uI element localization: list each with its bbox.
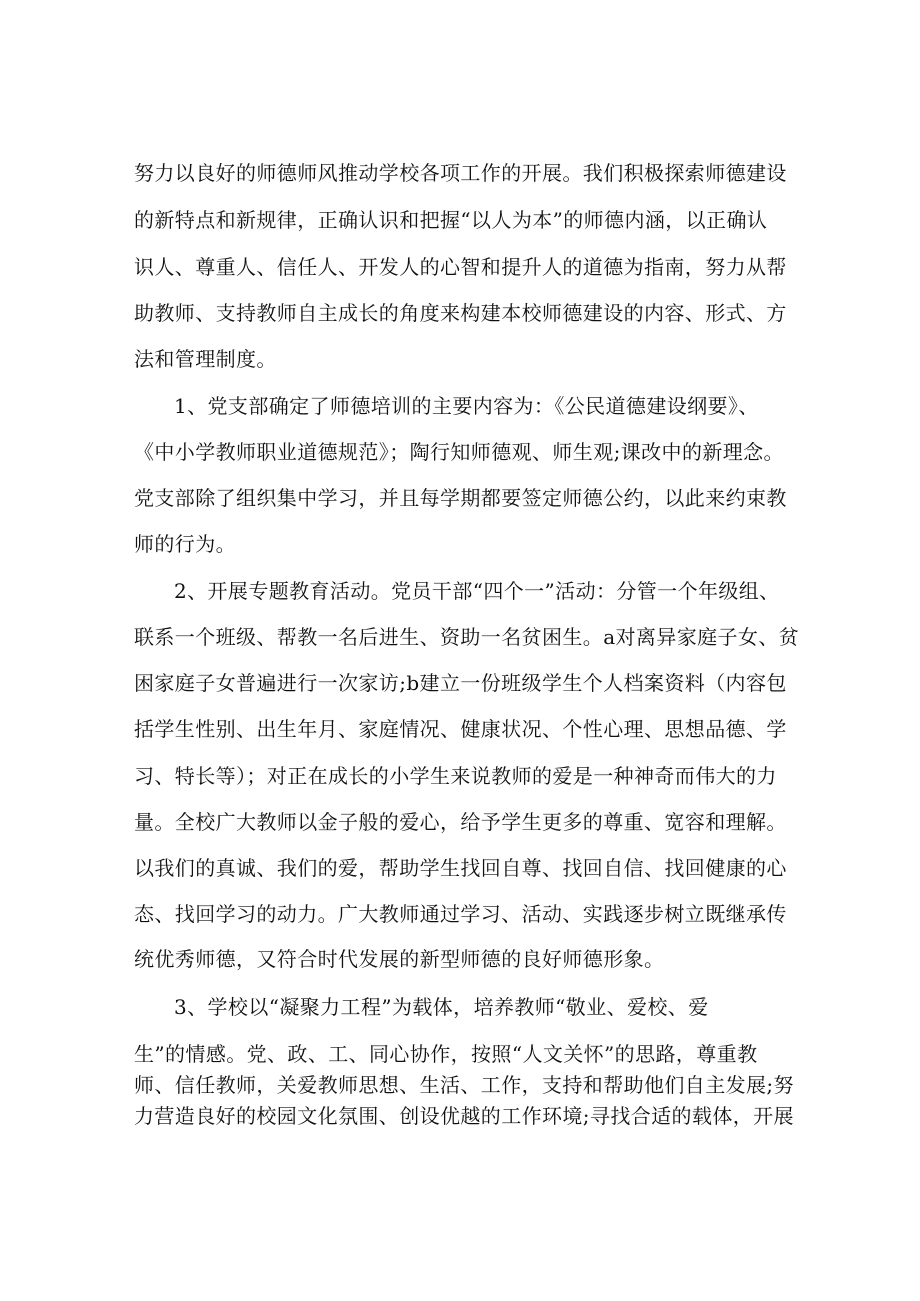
text-line: 统优秀师德，又符合时代发展的新型师德的良好师德形象。 <box>134 947 665 971</box>
text-line: 《中小学教师职业道德规范》；陶行知师德观、师生观;课改中的新理念。 <box>134 440 784 464</box>
text-line: 助教师、支持教师自主成长的角度来构建本校师德建设的内容、形式、方 <box>134 301 787 325</box>
text-line: 困家庭子女普遍进行一次家访;b建立一份班级学生个人档案资料（内容包 <box>134 671 787 695</box>
text-line: 识人、尊重人、信任人、开发人的心智和提升人的道德为指南，努力从帮 <box>134 255 787 279</box>
text-line: 习、特长等）；对正在成长的小学生来说教师的爱是一种神奇而伟大的力 <box>134 764 777 788</box>
text-line: 的新特点和新规律，正确认识和把握“以人为本”的师德内涵，以正确认 <box>134 208 768 232</box>
text-line: 态、找回学习的动力。广大教师通过学习、活动、实践逐步树立既继承传 <box>134 902 787 926</box>
text-line: 师的行为。 <box>134 532 236 556</box>
text-line: 1、党支部确定了师德培训的主要内容为：《公民道德建设纲要》、 <box>174 394 759 418</box>
text-line: 3、学校以“凝聚力工程”为载体，培养教师“敬业、爱校、爱 <box>174 995 709 1019</box>
text-line: 联系一个班级、帮教一名后进生、资助一名贫困生。a对离异家庭子女、贫 <box>134 625 800 649</box>
text-line: 括学生性别、出生年月、家庭情况、健康状况、个性心理、思想品德、学 <box>134 717 787 741</box>
text-line: 努力以良好的师德师风推动学校各项工作的开展。我们积极探索师德建设 <box>134 161 787 185</box>
text-line: 力营造良好的校园文化氛围、创设优越的工作环境;寻找合适的载体，开展 <box>134 1104 794 1128</box>
text-line: 生”的情感。党、政、工、同心协作，按照“人文关怀”的思路，尊重教 <box>134 1042 758 1066</box>
text-line: 师、信任教师，关爱教师思想、生活、工作，支持和帮助他们自主发展;努 <box>134 1073 794 1097</box>
text-line: 党支部除了组织集中学习，并且每学期都要签定师德公约，以此来约束教 <box>134 486 787 510</box>
text-line: 法和管理制度。 <box>134 347 277 371</box>
text-line: 2、开展专题教育活动。党员干部“四个一”活动：分管一个年级组、 <box>174 579 780 603</box>
text-line: 量。全校广大教师以金子般的爱心，给予学生更多的尊重、宽容和理解。 <box>134 810 787 834</box>
text-line: 以我们的真诚、我们的爱，帮助学生找回自尊、找回自信、找回健康的心 <box>134 856 787 880</box>
